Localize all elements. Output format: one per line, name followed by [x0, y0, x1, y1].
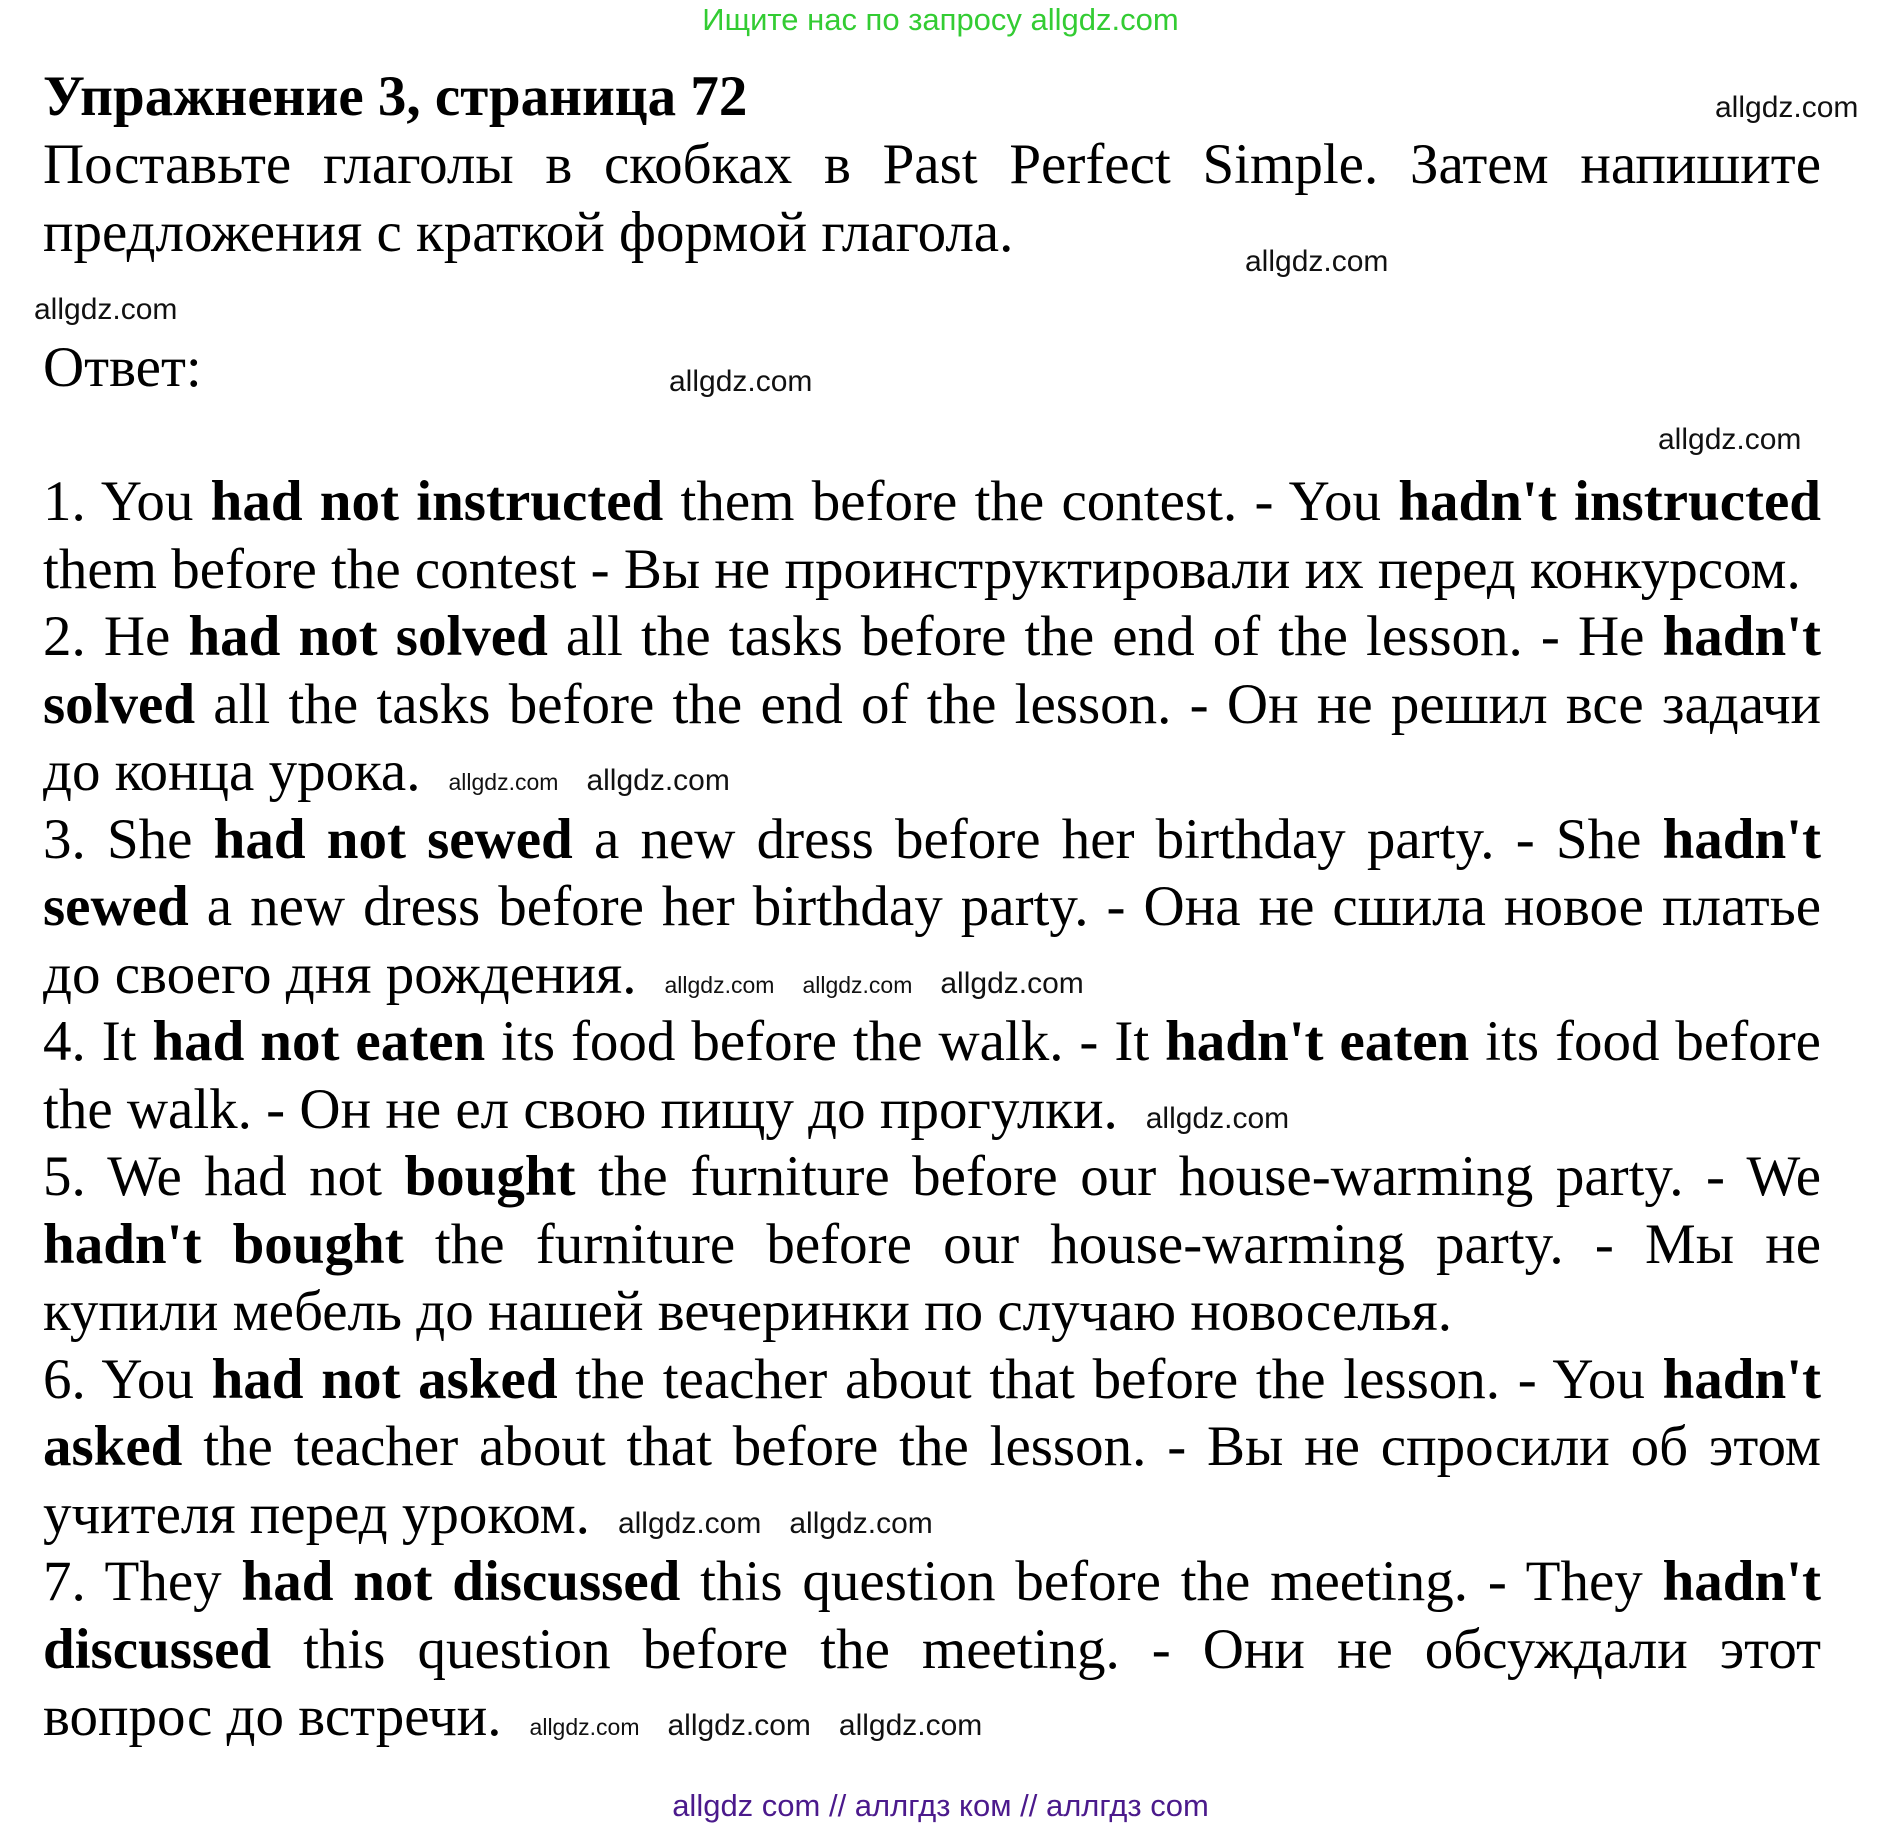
task-text: Поставьте глаголы в скобках в Past Perfect Simple. Затем напишите предложения с краткой формой глагола.	[43, 133, 1821, 264]
verb-form-bold: had not solved	[188, 605, 548, 668]
verb-form-bold: had not sewed	[213, 807, 573, 871]
answer-text: its food before the walk. - It	[485, 1010, 1166, 1073]
top-banner: Ищите нас по запросу allgdz.com	[702, 2, 1179, 37]
answer-item	[43, 806, 1821, 1009]
exercise-title: Упражнение 3, страница 72	[43, 65, 748, 128]
verb-form-bold: had not discussed	[241, 1550, 681, 1613]
answer-item	[43, 603, 1821, 806]
answer-text: 6. You	[43, 1347, 212, 1411]
answer-text: all the tasks before the end of the lesson. - He	[547, 605, 1663, 668]
watermark: allgdz.com	[1715, 91, 1859, 124]
verb-form-bold: hadn't bought	[43, 1212, 404, 1276]
answer-text: them before the contest - Вы не проинструктировали их перед конкурсом.	[43, 537, 1801, 601]
watermark: allgdz.com	[1658, 423, 1802, 456]
answer-text: 3. She	[43, 807, 214, 871]
verb-form-bold: had not asked	[211, 1347, 558, 1411]
verb-form-bold: bought	[404, 1145, 576, 1208]
watermark: allgdz.com	[529, 1714, 640, 1740]
watermark: allgdz.com	[34, 293, 178, 326]
watermark: allgdz.com	[667, 1709, 811, 1742]
watermark: allgdz.com	[586, 764, 730, 797]
answer-text: all the tasks before the end of the lesson. - Он не решил все задачи до конца урока.	[43, 672, 1821, 803]
verb-form-bold: had not eaten	[152, 1010, 486, 1073]
verb-form-bold: hadn't solved	[43, 605, 1822, 736]
answer-text: the teacher about that before the lesson. - Вы не спросили об этом учителя перед уроком.	[43, 1415, 1821, 1546]
answer-text: the furniture before our house-warming party. - Мы не купили мебель до нашей вечеринки по случаю новоселья.	[43, 1212, 1821, 1343]
answer-text: them before the contest. - You	[663, 470, 1399, 533]
answer-text: this question before the meeting. - Они не обсуждали этот вопрос до встречи.	[43, 1617, 1821, 1748]
verb-form-bold: had not instructed	[210, 470, 664, 533]
answer-text: a new dress before her birthday party. - She	[572, 807, 1663, 871]
watermark: allgdz.com	[1145, 1101, 1290, 1135]
answer-text: this question before the meeting. - They	[680, 1550, 1663, 1613]
watermark: allgdz.com	[448, 769, 559, 795]
answer-item	[43, 1346, 1821, 1549]
answer-text: 1. You	[43, 470, 211, 533]
watermark: allgdz.com	[664, 971, 775, 998]
watermark: allgdz.com	[669, 365, 813, 398]
watermark: allgdz.com	[940, 966, 1084, 1000]
answer-item	[43, 1548, 1821, 1751]
answer-text: its food before the walk. - Он не ел свою пищу до прогулки.	[43, 1010, 1821, 1141]
answer-item	[43, 1143, 1821, 1346]
answer-text: 2. He	[43, 605, 189, 668]
answer-text: a new dress before her birthday party. - Она не сшила новое платье до своего дня рождения.	[43, 875, 1821, 1006]
answer-text: 7. They	[43, 1550, 242, 1613]
watermark: allgdz.com	[802, 971, 913, 998]
bottom-banner: allgdz com // аллгдз ком // аллгдз com	[672, 1788, 1209, 1823]
answer-item	[43, 468, 1821, 603]
answer-text: the teacher about that before the lesson. - You	[557, 1347, 1663, 1411]
watermark: allgdz.com	[1245, 245, 1389, 278]
answer-list	[43, 468, 1821, 1751]
watermark: allgdz.com	[789, 1506, 933, 1540]
verb-form-bold: hadn't asked	[43, 1347, 1822, 1478]
watermark: allgdz.com	[617, 1506, 762, 1540]
verb-form-bold: hadn't sewed	[43, 807, 1821, 938]
answer-item	[43, 1008, 1821, 1143]
answer-text: 5. We had not	[43, 1145, 405, 1208]
answer-text: 4. It	[43, 1010, 153, 1073]
verb-form-bold: hadn't discussed	[43, 1550, 1821, 1681]
watermark: allgdz.com	[838, 1709, 983, 1742]
verb-form-bold: hadn't eaten	[1165, 1010, 1470, 1073]
verb-form-bold: hadn't instructed	[1398, 470, 1821, 533]
answer-text: the furniture before our house-warming party. - We	[575, 1145, 1821, 1208]
answer-label: Ответ:	[43, 336, 202, 399]
